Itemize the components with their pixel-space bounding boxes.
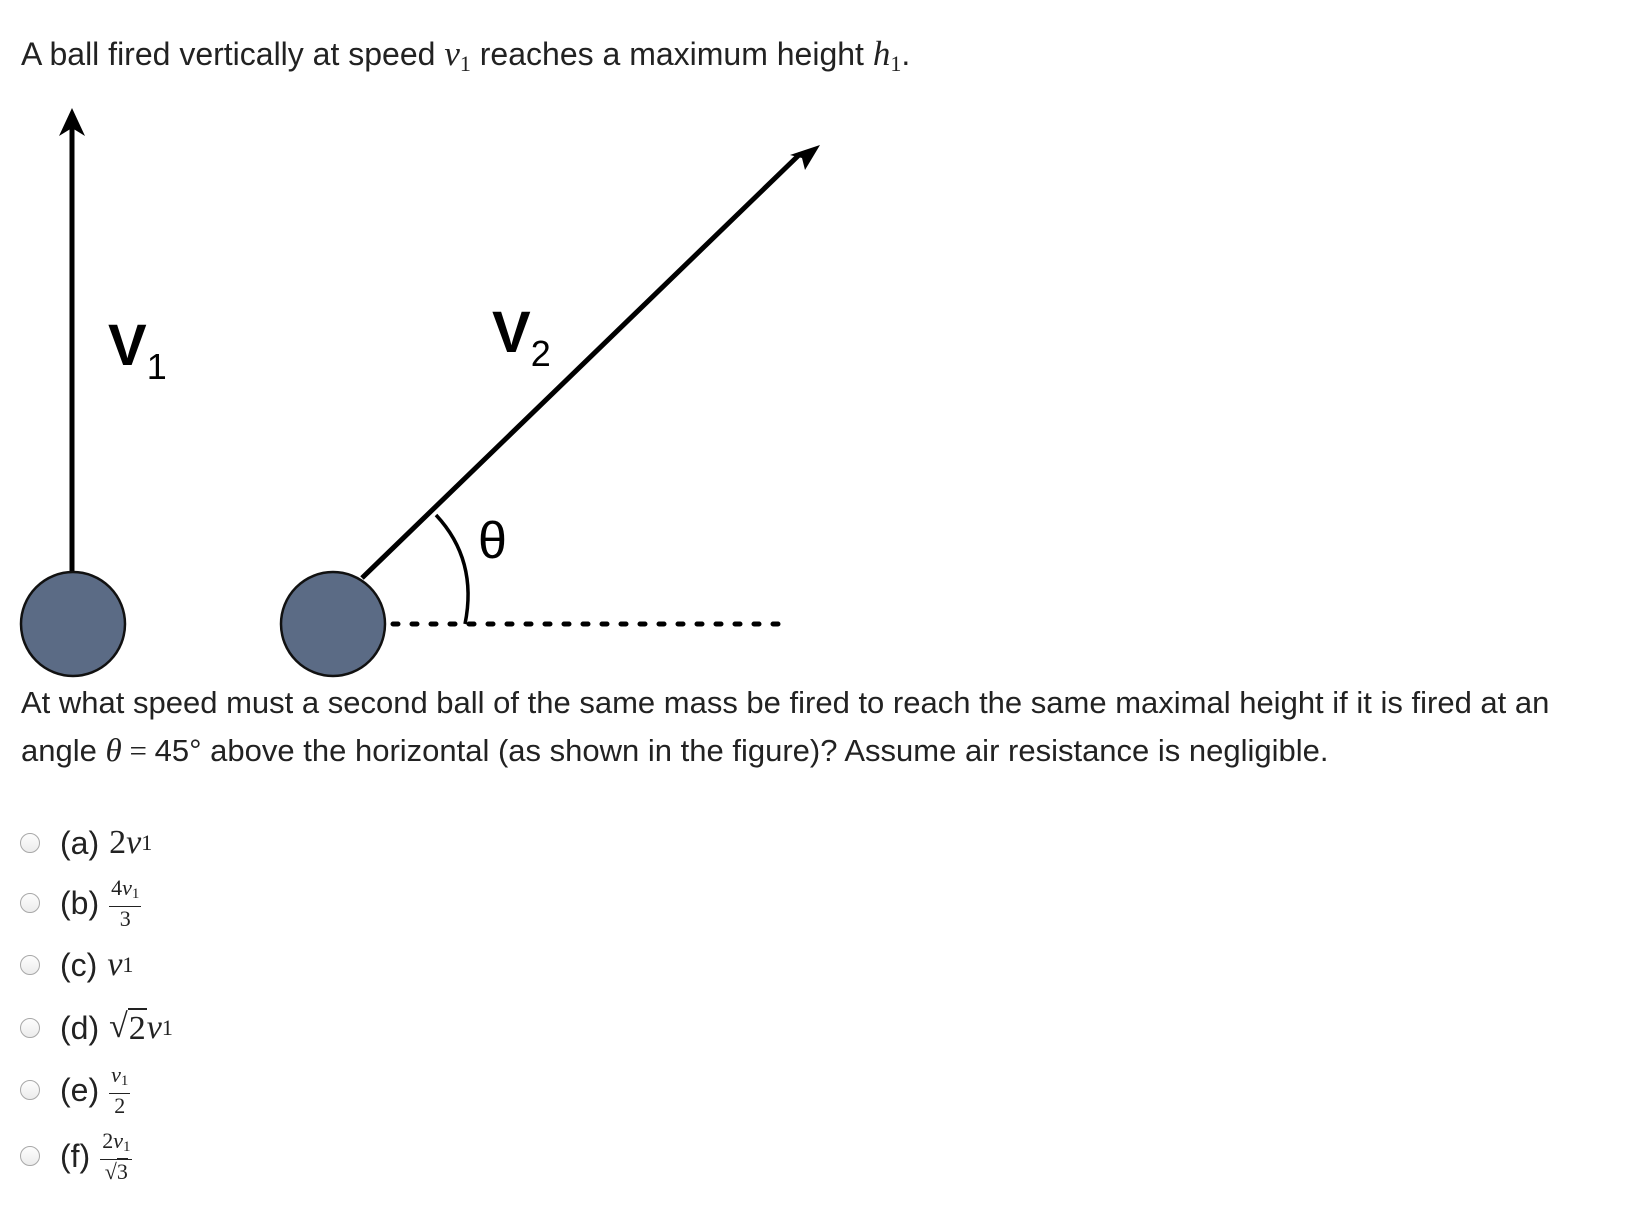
radio-f[interactable] bbox=[20, 1146, 40, 1166]
projectile-figure bbox=[0, 95, 820, 695]
option-label: (c) bbox=[60, 946, 98, 983]
radio-b[interactable] bbox=[20, 893, 40, 913]
height-symbol: $h_1$ bbox=[872, 34, 902, 76]
option-label: (e) bbox=[60, 1071, 100, 1108]
radio-a[interactable] bbox=[20, 833, 40, 853]
option-b[interactable] bbox=[20, 875, 320, 931]
radio-d[interactable] bbox=[20, 1018, 40, 1038]
angled-velocity-arrow bbox=[362, 154, 800, 578]
radio-e[interactable] bbox=[20, 1080, 40, 1100]
option-label: (b) bbox=[60, 884, 100, 921]
option-e[interactable] bbox=[20, 1062, 320, 1118]
option-value: √ 2 v 1 bbox=[109, 1008, 173, 1047]
label-v2: $V_2$ bbox=[492, 300, 551, 374]
option-label: (f) bbox=[60, 1137, 91, 1174]
radio-c[interactable] bbox=[20, 955, 40, 975]
option-label: (d) bbox=[60, 1009, 100, 1046]
angle-theta-label: θ bbox=[478, 512, 507, 570]
problem-intro: A ball fired vertically at speed $v_1$ reaches a maximum height $h_1$. bbox=[21, 34, 911, 76]
option-value: $\frac{v_1}{2}$ bbox=[111, 1061, 129, 1118]
option-a[interactable] bbox=[20, 815, 320, 871]
option-c[interactable] bbox=[20, 937, 320, 993]
option-label: (a) bbox=[60, 824, 100, 861]
option-value: 2 v 1 bbox=[109, 824, 153, 861]
angle-arc bbox=[436, 515, 468, 624]
label-v1: $V_1$ bbox=[108, 313, 167, 387]
option-value: $\frac{2v_1}{√3}$ bbox=[102, 1127, 131, 1184]
question-text: At what speed must a second ball of the same mass be fired to reach the same maximal height if it is fired at an angle θ = 45° above the horizontal (as shown in the figure)? Assume air resistance is negligible. bbox=[21, 685, 1550, 769]
theta-symbol: θ bbox=[105, 733, 122, 769]
intro-text: A ball fired vertically at speed bbox=[21, 36, 445, 72]
ball-angled bbox=[281, 572, 385, 676]
option-f[interactable] bbox=[20, 1128, 320, 1184]
option-d[interactable] bbox=[20, 1000, 320, 1056]
intro-text-middle: reaches a maximum height bbox=[470, 36, 873, 72]
option-value: v 1 bbox=[107, 946, 134, 983]
angle-value: 45° bbox=[154, 733, 202, 768]
ball-vertical bbox=[21, 572, 125, 676]
speed-symbol: $v_1$ bbox=[444, 34, 471, 76]
option-value: $\frac{4v_1}{3}$ bbox=[111, 874, 140, 931]
